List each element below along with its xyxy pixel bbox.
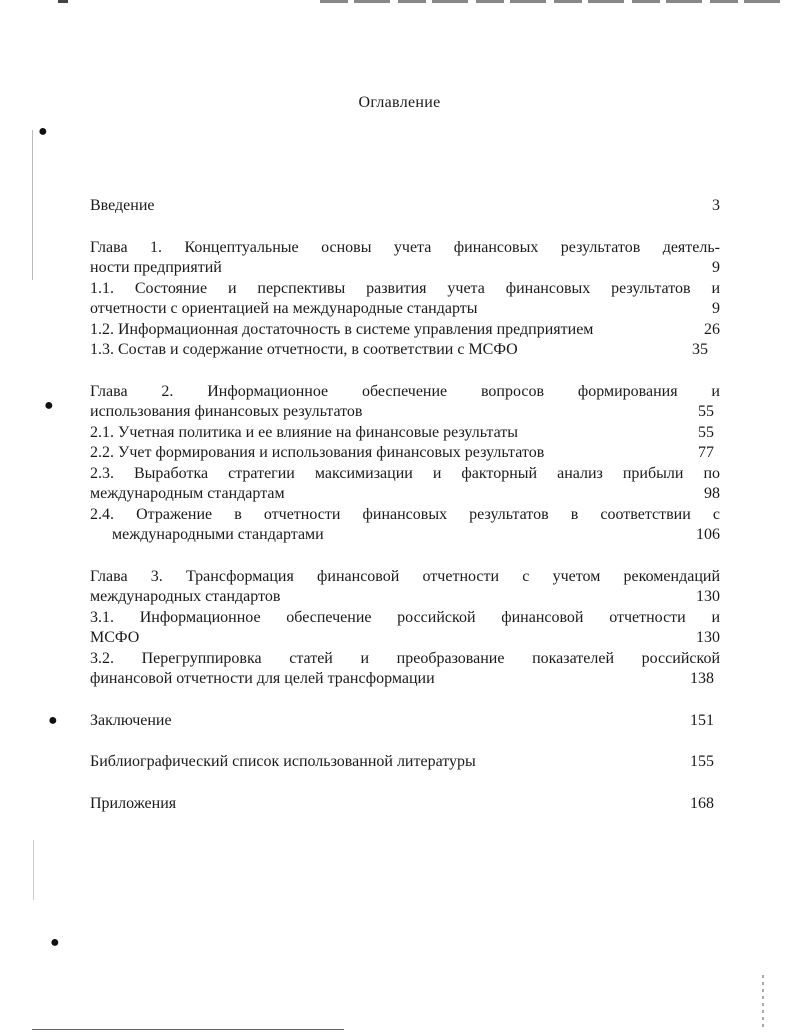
toc-entry-text: Глава 3. Трансформация финансовой отчетности с учетом рекомендаций (90, 567, 720, 585)
toc-page-number: 77 (698, 444, 714, 461)
toc-entry-text: 2.1. Учетная политика и ее влияние на финансовые результаты (90, 423, 519, 441)
toc-entry-conclusion (90, 711, 720, 732)
binder-hole-mark: ● (38, 123, 48, 140)
toc-entry-text: Глава 1. Концептуальные основы учета финансовых результатов деятель- (90, 238, 720, 256)
binder-hole-mark: ● (50, 934, 60, 951)
toc-page-number: 168 (690, 794, 714, 812)
toc-entry-text: 1.1. Состояние и перспективы развития учета финансовых результатов и (90, 279, 720, 297)
toc-entry-text: международным стандартам (90, 485, 285, 502)
toc-entry-text: МСФО (90, 629, 140, 646)
toc-page-number: 26 (704, 320, 720, 338)
toc-page-number: 106 (696, 526, 720, 543)
toc-entry-text: 3.1. Информационное обеспечение российской финансовой отчетности и (90, 608, 720, 626)
scan-bottom-line (32, 1029, 344, 1030)
toc-entry-text: 3.2. Перегруппировка статей и преобразование показателей российской (90, 649, 720, 667)
toc-entry-text: использования финансовых результатов (90, 403, 363, 420)
toc-page-number: 130 (696, 629, 720, 646)
toc-entry-text: Приложения (90, 794, 177, 812)
scan-artifact (320, 0, 780, 3)
toc-page-number: 35 (692, 341, 708, 358)
toc-page-number: 9 (712, 259, 720, 276)
toc-entry-intro (90, 196, 720, 217)
toc-chapter-3 (90, 567, 720, 690)
toc-entry-text: 2.4. Отражение в отчетности финансовых результатов в соответствии с (90, 505, 720, 523)
binder-hole-mark: ● (44, 397, 54, 414)
toc-entry-text: финансовой отчетности для целей трансформации (90, 670, 435, 687)
toc-page-number: 138 (690, 670, 714, 687)
toc-chapter-1 (90, 238, 720, 361)
table-of-contents (90, 196, 720, 835)
toc-page-number: 3 (712, 197, 720, 214)
toc-entry-text: 1.3. Состав и содержание отчетности, в соответствии с МСФО (90, 341, 518, 358)
toc-entry-text: Заключение (90, 711, 172, 729)
toc-chapter-2 (90, 382, 720, 546)
toc-entry-appendix (90, 794, 720, 815)
toc-entry-text: 2.3. Выработка стратегии максимизации и факторный анализ прибыли по (90, 464, 720, 482)
scan-margin-line (32, 130, 33, 280)
toc-entry-bibliography (90, 752, 720, 773)
toc-page-number: 130 (696, 588, 720, 605)
toc-entry-text: международными стандартами (112, 526, 324, 543)
scan-artifact (762, 975, 764, 1030)
page-title: Оглавление (358, 94, 441, 111)
binder-hole-mark: ● (48, 712, 58, 729)
toc-page-number: 55 (698, 423, 714, 441)
scan-margin-line (33, 840, 34, 900)
toc-entry-text: отчетности с ориентацией на международные стандарты (90, 300, 478, 317)
toc-entry-text: ности предприятий (90, 259, 222, 276)
toc-entry-text: 1.2. Информационная достаточность в системе управления предприятием (90, 320, 594, 338)
scan-artifact (58, 0, 68, 3)
toc-entry-text: Библиографический список использованной литературы (90, 753, 476, 770)
toc-entry-text: международных стандартов (90, 588, 281, 605)
toc-page-number: 9 (712, 300, 720, 317)
toc-page-number: 98 (704, 485, 720, 502)
toc-entry-text: Введение (90, 197, 155, 214)
toc-entry-text: 2.2. Учет формирования и использования финансовых результатов (90, 444, 545, 461)
toc-page-number: 55 (698, 403, 714, 420)
toc-page-number: 155 (690, 753, 714, 770)
toc-entry-text: Глава 2. Информационное обеспечение вопросов формирования и (90, 382, 720, 400)
toc-page-number: 151 (690, 711, 714, 729)
